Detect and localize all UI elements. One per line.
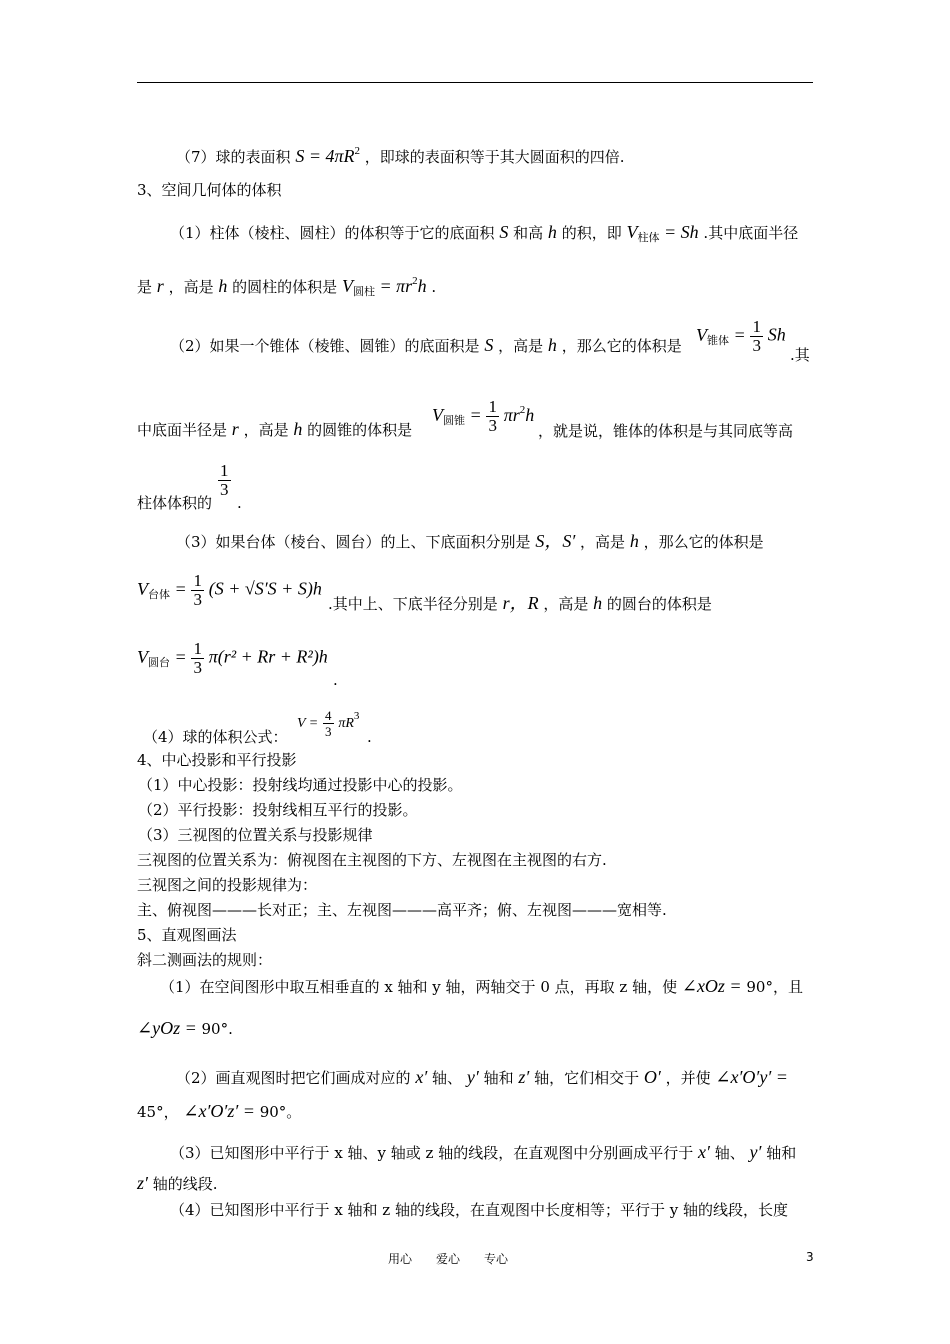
formula-sphere-volume: V = $\frac{4}{3}$ $\pi R^3$ [297, 707, 360, 739]
frustum-radii-line: .其中上、下底半径分别是 r，R ，高是 h 的圆台的体积是 [328, 593, 712, 613]
section-heading-3: 3、空间几何体的体积 [137, 181, 282, 199]
text: 斜二测画法的规则： [137, 951, 273, 969]
text: ，即球的表面积等于其大圆面积的四倍. [364, 148, 625, 166]
text: .其 [790, 346, 810, 364]
text: （3）三视图的位置关系与投影规律 [138, 826, 373, 844]
cone-volume-line: 中底面半径是 r ，高是 h 的圆锥的体积是 [137, 419, 413, 439]
fraction-one-third: $\frac{1}{3}$ [220, 461, 229, 499]
text: （1）中心投影：投射线均通过投影中心的投影。 [138, 776, 463, 794]
text: . [367, 728, 372, 746]
prism-volume-line: （1）柱体（棱柱、圆柱）的体积等于它的底面积 S 和高 h 的积，即 $V_{柱体} = Sh$ .其中底面半径 [170, 222, 799, 244]
oblique-rule-4: （4）已知图形中平行于 x 轴和 z 轴的线段，在直观图中长度相等；平行于 y 轴的线段，长度 [170, 1201, 788, 1219]
formula-conical-frustum-volume: $V_{圆台}$ = $\frac{1}{3}$ π(r² + Rr + R²)h [137, 639, 328, 677]
oblique-rule-3-cont: z′ 轴的线段. [137, 1173, 218, 1193]
oblique-rule-2: （2）画直观图时把它们画成对应的 x′ 轴、 y′ 轴和 z′ 轴，它们相交于 O′ ，并使 ∠x′O′y′ = [176, 1067, 788, 1087]
cylinder-volume-line: 是 r ，高是 h 的圆柱的体积是 $V_{圆柱} = \pi r^2h$ . [137, 275, 437, 298]
frustum-volume-line: （3）如果台体（棱台、圆台）的上、下底面积分别是 S，S′ ，高是 h ，那么它的体积是 [176, 531, 764, 551]
section-heading-5: 5、直观图画法 [137, 926, 237, 944]
oblique-rule-2-cont: 45°， ∠x′O′z′ = 90°。 [137, 1101, 302, 1121]
pyramid-volume-line: （2）如果一个锥体（棱锥、圆锥）的底面积是 S ，高是 h ，那么它的体积是 [170, 335, 682, 355]
formula-frustum-volume: $V_{台体}$ = $\frac{1}{3}$ (S + √S′S + S)h [137, 571, 322, 609]
formula-cylinder-volume: $V_{圆柱} = \pi r^2h$ [341, 275, 427, 298]
oblique-rule-1: （1）在空间图形中取互相垂直的 x 轴和 y 轴，两轴交于 0 点，再取 z 轴，使 ∠xOz = 90°，且 [160, 976, 803, 996]
sphere-volume-label: （4）球的体积公式： [143, 728, 288, 746]
text: 主、俯视图———长对正；主、左视图———高平齐；俯、左视图———宽相等. [137, 901, 667, 919]
page-number: 3 [806, 1250, 814, 1264]
footer-motto: 用心 爱心 专心 [388, 1252, 509, 1266]
text: （7）球的表面积 [176, 148, 291, 166]
oblique-rule-3: （3）已知图形中平行于 x 轴、y 轴或 z 轴的线段，在直观图中分别画成平行于 x′ 轴、 y′ 轴和 [170, 1142, 797, 1162]
text: . [333, 671, 338, 689]
formula-sphere-area: $S = 4\pi R^2$ [295, 145, 360, 166]
oblique-rule-1-cont: ∠yOz = 90°. [137, 1018, 233, 1038]
text: 三视图的位置关系为：俯视图在主视图的下方、左视图在主视图的右方. [137, 851, 607, 869]
formula-pyramid-volume: $V_{锥体}$ = $\frac{1}{3}$ Sh [696, 317, 786, 355]
header-rule [137, 82, 813, 83]
text: . [237, 494, 242, 512]
text: ，就是说，锥体的体积是与其同底等高 [538, 422, 794, 440]
text: 三视图之间的投影规律为： [137, 876, 318, 894]
formula-prism-volume: $V_{柱体} = Sh$ [626, 222, 699, 244]
text: （2）平行投影：投射线相互平行的投影。 [138, 801, 418, 819]
formula-cone-volume: $V_{圆锥}$ = $\frac{1}{3}$ $\pi r^2h$ [432, 397, 535, 435]
text: 柱体体积的 [137, 494, 213, 512]
section-heading-4: 4、中心投影和平行投影 [137, 751, 297, 769]
sphere-area-line [176, 141, 625, 167]
